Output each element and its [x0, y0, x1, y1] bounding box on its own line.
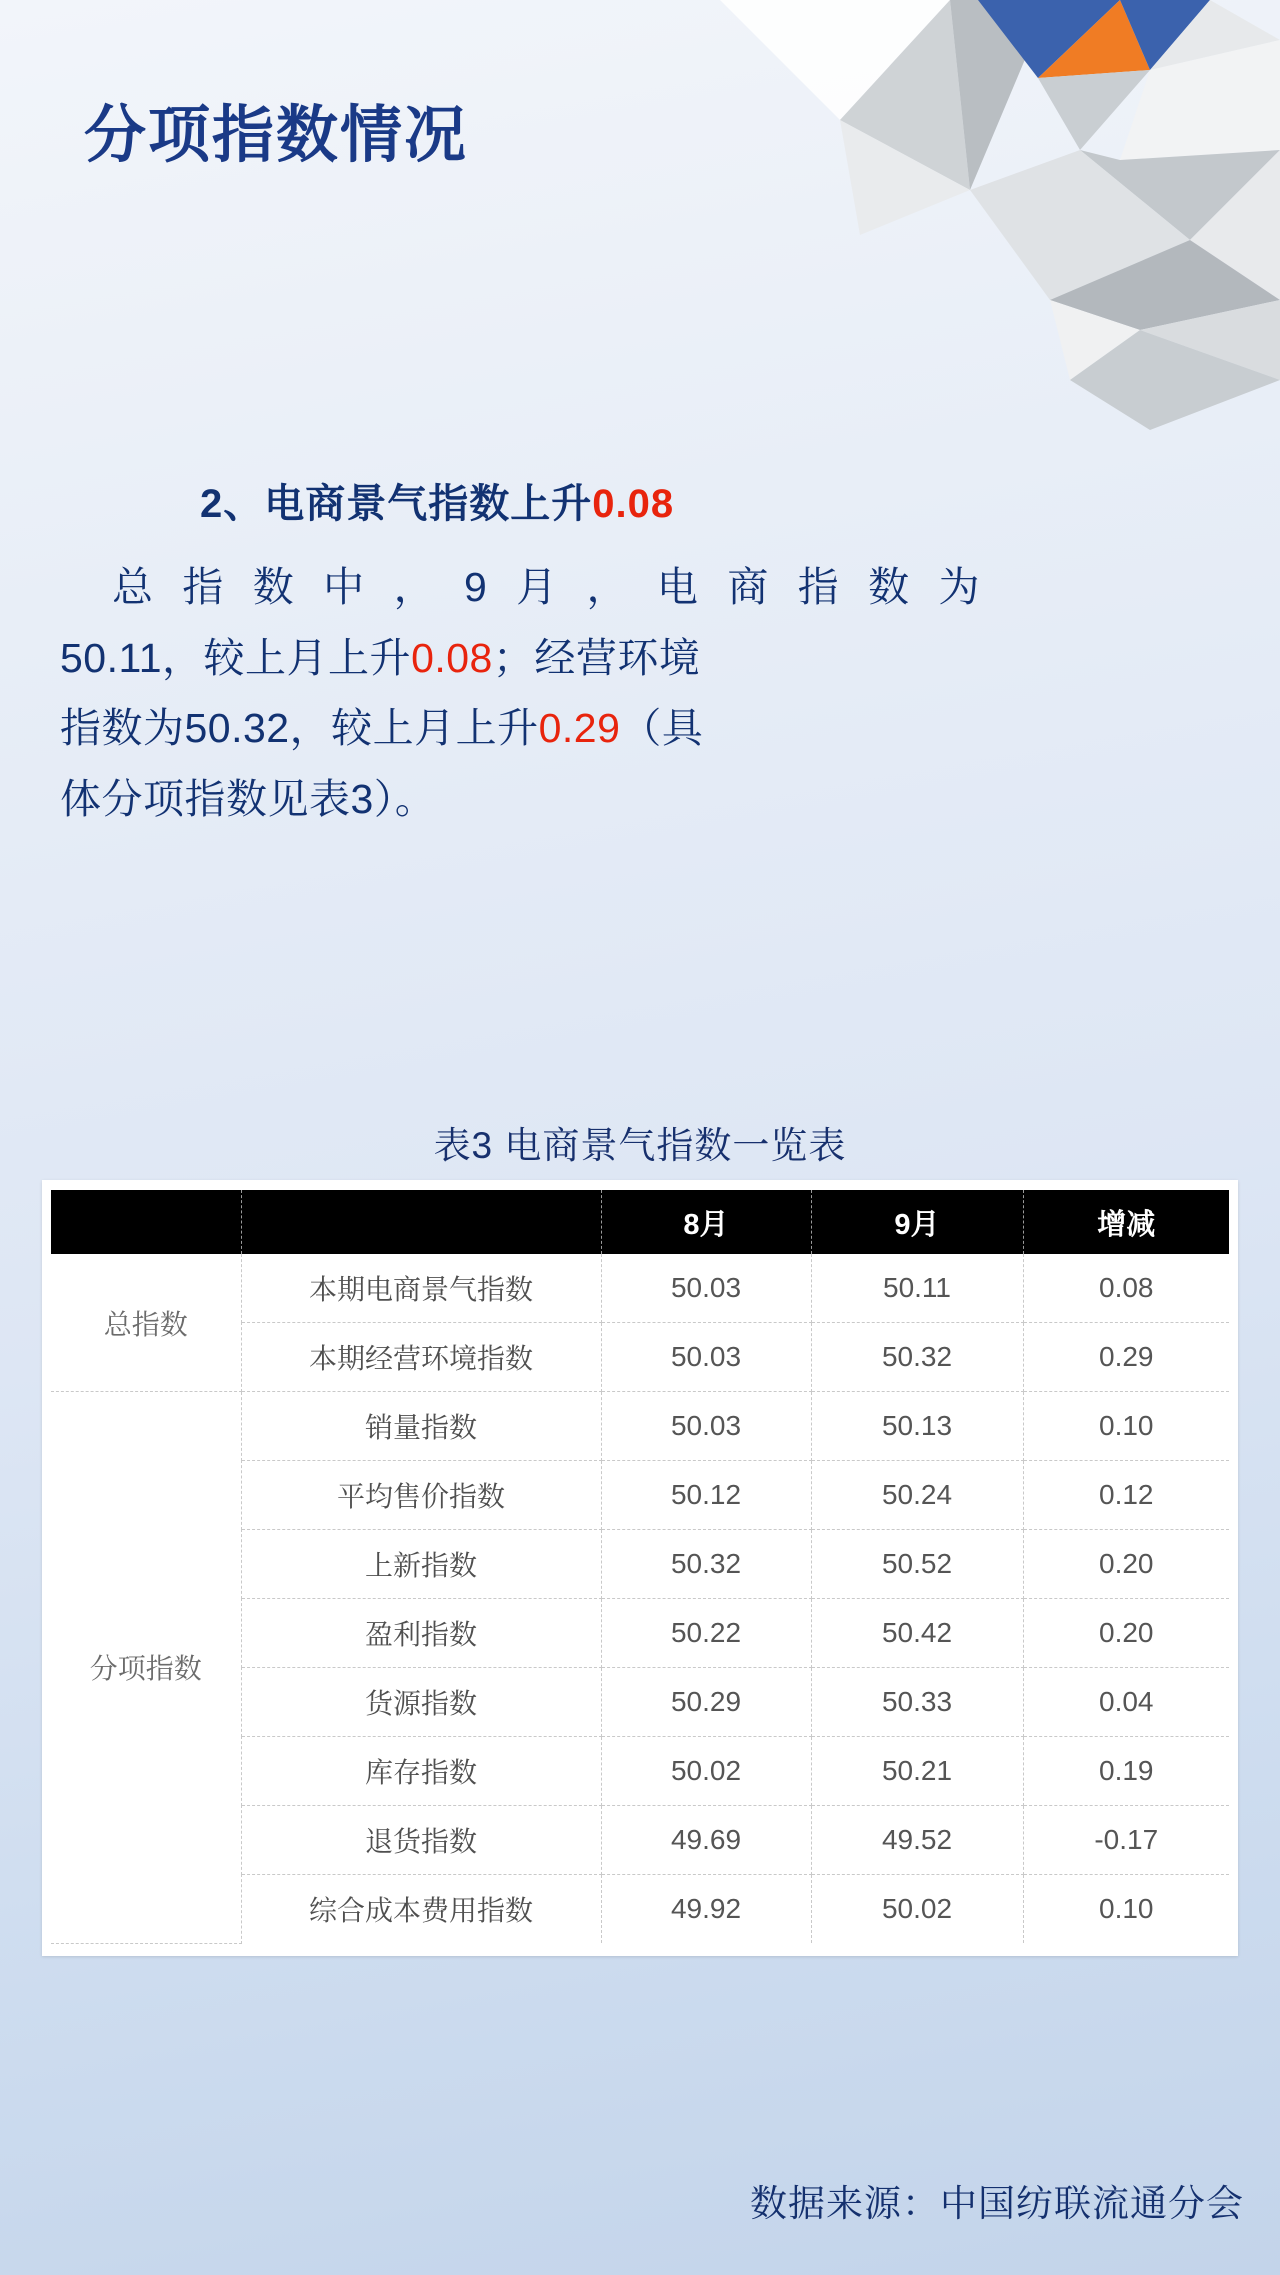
row-value-sep: 50.33	[811, 1668, 1023, 1737]
paragraph-line3-value: 0.29	[538, 705, 621, 752]
row-value-aug: 50.22	[601, 1599, 811, 1668]
table-header-cell-1	[241, 1190, 601, 1254]
row-label: 平均售价指数	[241, 1461, 601, 1530]
section-heading-text: 2、电商景气指数上升	[200, 482, 593, 526]
row-value-aug: 50.03	[601, 1254, 811, 1323]
row-value-aug: 50.02	[601, 1737, 811, 1806]
table-header-cell-2: 8月	[601, 1190, 811, 1254]
row-group-label: 分项指数	[51, 1392, 241, 1944]
row-value-delta: 0.12	[1023, 1461, 1229, 1530]
row-value-delta: 0.08	[1023, 1254, 1229, 1323]
paragraph	[60, 552, 1230, 834]
row-value-delta: 0.19	[1023, 1737, 1229, 1806]
row-value-sep: 50.52	[811, 1530, 1023, 1599]
row-value-delta: 0.04	[1023, 1668, 1229, 1737]
row-label: 库存指数	[241, 1737, 601, 1806]
row-label: 盈利指数	[241, 1599, 601, 1668]
row-value-sep: 50.02	[811, 1875, 1023, 1944]
index-table	[51, 1190, 1229, 1944]
paragraph-line-2	[60, 623, 1230, 694]
row-value-aug: 50.03	[601, 1323, 811, 1392]
paragraph-line-4: 体分项指数见表3）。	[60, 775, 437, 822]
row-label: 货源指数	[241, 1668, 601, 1737]
row-label: 综合成本费用指数	[241, 1875, 601, 1944]
row-value-delta: 0.20	[1023, 1530, 1229, 1599]
paragraph-line2-text-a: 50.11，较上月上升	[60, 634, 412, 681]
paragraph-line2-value: 0.08	[411, 634, 493, 681]
row-value-sep: 50.13	[811, 1392, 1023, 1461]
row-value-aug: 50.03	[601, 1392, 811, 1461]
paragraph-line3-text-b: （具	[620, 705, 704, 752]
row-group-label: 总指数	[51, 1254, 241, 1392]
row-label: 本期经营环境指数	[241, 1323, 601, 1392]
index-table-container	[42, 1180, 1238, 1956]
paragraph-line1-text: 总 指 数 中 ， 9 月 ， 电 商 指 数 为	[112, 564, 989, 610]
row-value-aug: 49.69	[601, 1806, 811, 1875]
page-title: 分项指数情况	[84, 101, 469, 170]
data-source: 数据来源：中国纺联流通分会	[750, 2183, 1244, 2224]
row-value-aug: 50.29	[601, 1668, 811, 1737]
row-value-sep: 50.42	[811, 1599, 1023, 1668]
table-header-cell-3: 9月	[811, 1190, 1023, 1254]
row-value-sep: 50.32	[811, 1323, 1023, 1392]
paragraph-line-3	[60, 693, 1230, 764]
row-value-sep: 50.24	[811, 1461, 1023, 1530]
row-value-delta: 0.20	[1023, 1599, 1229, 1668]
row-value-delta: 0.10	[1023, 1392, 1229, 1461]
row-value-aug: 50.12	[601, 1461, 811, 1530]
row-value-aug: 50.32	[601, 1530, 811, 1599]
table-row	[51, 1392, 1229, 1461]
row-value-aug: 49.92	[601, 1875, 811, 1944]
table-body	[51, 1254, 1229, 1943]
row-label: 上新指数	[241, 1530, 601, 1599]
row-value-sep: 50.21	[811, 1737, 1023, 1806]
row-label: 退货指数	[241, 1806, 601, 1875]
table-row	[51, 1254, 1229, 1323]
body-content	[60, 480, 1230, 834]
table-caption: 表3 电商景气指数一览表	[433, 1125, 847, 1166]
section-heading-value: 0.08	[592, 482, 675, 526]
row-value-sep: 50.11	[811, 1254, 1023, 1323]
row-label: 本期电商景气指数	[241, 1254, 601, 1323]
table-header-row	[51, 1190, 1229, 1254]
row-value-sep: 49.52	[811, 1806, 1023, 1875]
row-value-delta: 0.10	[1023, 1875, 1229, 1944]
section-heading	[200, 480, 1230, 528]
table-header-cell-0	[51, 1190, 241, 1254]
paragraph-line2-text-b: ；经营环境	[492, 634, 701, 681]
row-value-delta: 0.29	[1023, 1323, 1229, 1392]
row-label: 销量指数	[241, 1392, 601, 1461]
paragraph-line-1	[60, 552, 1230, 623]
table-header-cell-4: 增减	[1023, 1190, 1229, 1254]
decorative-polygons	[720, 0, 1280, 470]
row-value-delta: -0.17	[1023, 1806, 1229, 1875]
paragraph-line3-text-a: 指数为50.32，较上月上升	[60, 705, 539, 752]
